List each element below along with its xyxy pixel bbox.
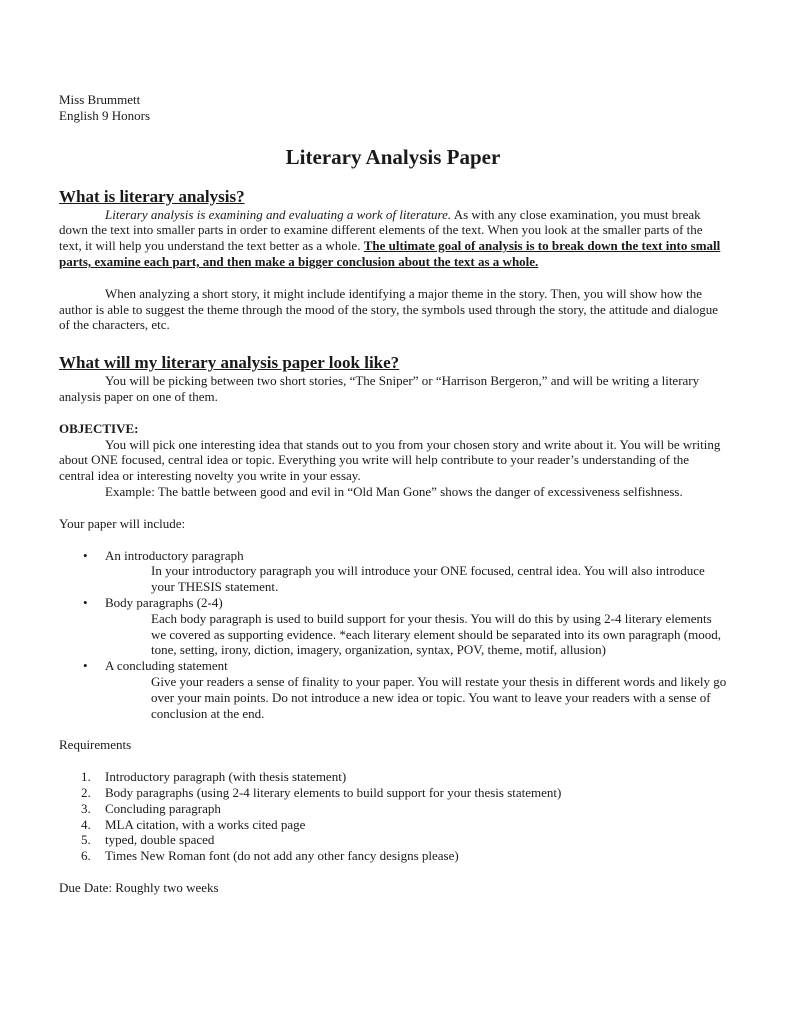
bullet-icon: •: [83, 594, 88, 610]
objective-paragraph: You will pick one interesting idea that stands out to you from your chosen story and write about it. You will be writing about ONE focused, central idea or topic. Everything you write will help contribute to your reader’s understanding of the central idea or interesting novelty you write in your essay.: [59, 436, 721, 484]
definition-rest: As with any close examination, you must break down the text into smaller parts in order to examine different elements of the text. When you look at the smaller parts of the text, it will help you understand the text better as a whole.: [59, 206, 703, 254]
section-heading-what-is: What is literary analysis?: [59, 186, 245, 206]
list-item: [59, 548, 727, 595]
item-text: Introductory paragraph (with thesis statement): [105, 769, 347, 785]
stories-paragraph: You will be picking between two short stories, “The Sniper” or “Harrison Bergeron,” and will be writing a literary analysis paper on one of them.: [59, 373, 700, 404]
definition-italic: Literary analysis is examining and evaluating a work of literature.: [105, 206, 452, 222]
item-text: Body paragraphs (using 2-4 literary elements to build support for your thesis statement): [105, 784, 562, 800]
list-item: [59, 832, 727, 848]
bullet-icon: •: [83, 658, 88, 674]
bullet-label: An introductory paragraph: [105, 547, 244, 563]
item-number: 3.: [81, 800, 91, 816]
list-item: [59, 658, 727, 721]
document-page: [59, 92, 727, 896]
list-item: [59, 848, 727, 864]
item-text: Concluding paragraph: [105, 800, 221, 816]
bullet-icon: •: [83, 547, 88, 563]
bullet-label: A concluding statement: [105, 658, 228, 674]
page-title: Literary Analysis Paper: [285, 144, 501, 169]
include-list: [59, 548, 727, 722]
item-text: typed, double spaced: [105, 832, 215, 848]
example-paragraph: Example: The battle between good and evil in “Old Man Gone” shows the danger of excessiveness selfishness.: [105, 483, 683, 499]
list-item: [59, 785, 727, 801]
item-number: 6.: [81, 848, 91, 864]
requirements-list: [59, 769, 727, 864]
requirements-label: Requirements: [59, 737, 132, 753]
due-date: Due Date: Roughly two weeks: [59, 879, 219, 895]
list-item: [59, 769, 727, 785]
list-item: [59, 595, 727, 658]
item-text: MLA citation, with a works cited page: [105, 816, 306, 832]
analysis-example-paragraph: When analyzing a short story, it might include identifying a major theme in the story. Then, you will show how the author is able to suggest the theme through the mood of the story, the symbols used through the story, the attitude and dialogue of the characters, etc.: [59, 285, 719, 333]
list-item: [59, 801, 727, 817]
bullet-label: Body paragraphs (2-4): [105, 594, 223, 610]
item-number: 1.: [81, 769, 91, 785]
section-heading-what-will: What will my literary analysis paper look like?: [59, 353, 400, 373]
definition-paragraph: [59, 207, 727, 270]
author-name: Miss Brummett: [59, 92, 141, 107]
objective-label: OBJECTIVE:: [59, 420, 139, 436]
list-item: [59, 817, 727, 833]
item-number: 5.: [81, 832, 91, 848]
include-label: Your paper will include:: [59, 515, 186, 531]
item-text: Times New Roman font (do not add any other fancy designs please): [105, 848, 459, 864]
goal-statement: The ultimate goal of analysis is to break down the text into small parts, examine each part, and then make a bigger conclusion about the text as a whole.: [59, 238, 721, 269]
bullet-description: In your introductory paragraph you will introduce your ONE focused, central idea. You will also introduce your THESIS statement.: [151, 563, 705, 595]
bullet-description: Each body paragraph is used to build support for your thesis. You will do this by using 2-4 literary elements we covered as supporting evidence. *each literary element should be separated into its own paragraph (mood, tone, setting, irony, diction, imagery, organization, syntax, POV, theme, motif, allusion): [151, 610, 721, 658]
course-name: English 9 Honors: [59, 107, 150, 123]
bullet-description: Give your readers a sense of finality to your paper. You will restate your thesis in different words and likely go over your main points. Do not introduce a new idea or topic. You want to leave your readers with a sense of conclusion at the end.: [151, 673, 727, 721]
header-block: [59, 92, 727, 124]
item-number: 2.: [81, 784, 91, 800]
item-number: 4.: [81, 816, 91, 832]
